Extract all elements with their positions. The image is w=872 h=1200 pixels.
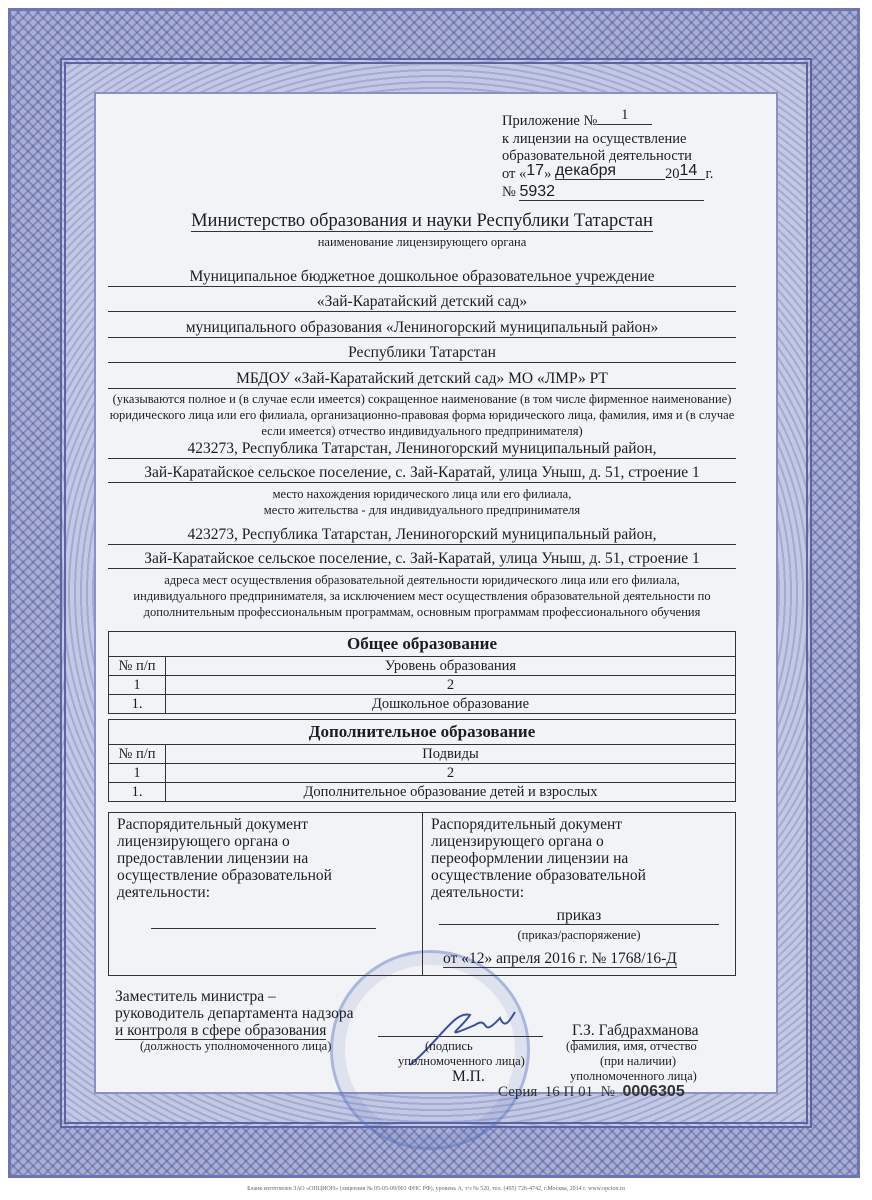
table-row bbox=[109, 782, 735, 801]
order-grant-text: Распорядительный документ лицензирующего органа о предоставлении лицензии на осуществление образовательной деятельности: bbox=[117, 816, 332, 901]
position-line: руководитель департамента надзора bbox=[115, 1005, 354, 1022]
col-name: Подвиды bbox=[422, 746, 479, 762]
location-line: Зай-Каратайское сельское поселение, с. Зай-Каратай, улица Уныш, д. 51, строение 1 bbox=[108, 464, 736, 483]
date-prefix: от « bbox=[502, 166, 527, 182]
position-caption: (должность уполномоченного лица) bbox=[140, 1039, 332, 1053]
order-details: от «12» апреля 2016 г. № 1768/16-Д bbox=[443, 950, 677, 967]
serial-number: 0006305 bbox=[622, 1083, 685, 1100]
sign-caption: (подпись bbox=[425, 1039, 473, 1053]
org-name-line: «Зай-Каратайский детский сад» bbox=[108, 293, 736, 312]
cell: 2 bbox=[446, 677, 455, 693]
cell: 1. bbox=[109, 783, 166, 801]
no-label: № bbox=[502, 184, 516, 200]
licensing-authority: Министерство образования и науки Республики Татарстан bbox=[191, 211, 653, 231]
license-year: 14 bbox=[679, 162, 705, 180]
general-education-table bbox=[108, 631, 736, 714]
table-row bbox=[109, 763, 735, 782]
license-month: декабря bbox=[555, 162, 665, 180]
appendix-header bbox=[502, 107, 714, 201]
serial-no-label: № bbox=[600, 1084, 615, 1100]
org-name-line: муниципального образования «Лениногорский муниципальный район» bbox=[108, 319, 736, 338]
cell: 1. bbox=[109, 695, 166, 713]
license-day: 17 bbox=[526, 162, 545, 179]
table-title: Общее образование bbox=[347, 634, 497, 653]
cell: 1 bbox=[109, 676, 166, 694]
blank-serial bbox=[498, 1083, 685, 1101]
printer-footer: Бланк изготовлен ЗАО «ОПЦИОН» (лицензия № 05-05-09/003 ФНС РФ), уровень А, т/з № 520, тел. (495) 726-4742, г.Москва, 2014 г. www.opcion.ru bbox=[247, 1186, 625, 1192]
appendix-line: образовательной деятельности bbox=[502, 148, 692, 164]
year-prefix: 20 bbox=[664, 166, 680, 182]
org-name-line: Муниципальное бюджетное дошкольное образовательное учреждение bbox=[108, 268, 736, 287]
order-reissue-text: Распорядительный документ лицензирующего органа о переоформлении лицензии на осуществление образовательной деятельности: bbox=[431, 816, 646, 901]
name-caption: (фамилия, имя, отчество bbox=[566, 1039, 697, 1053]
table-title: Дополнительное образование bbox=[308, 722, 536, 741]
order-grant-blank bbox=[151, 928, 376, 929]
location-caption: место жительства - для индивидуального предпринимателя bbox=[263, 503, 581, 517]
appendix-label: Приложение № bbox=[502, 113, 598, 129]
table-header bbox=[109, 656, 735, 675]
seal-place: М.П. bbox=[452, 1068, 485, 1085]
order-type: приказ bbox=[439, 907, 719, 925]
serial-label: Серия bbox=[498, 1084, 538, 1100]
serial-series: 16 П 01 bbox=[544, 1084, 594, 1100]
col-no: № п/п bbox=[109, 657, 166, 675]
activity-address-line: 423273, Республика Татарстан, Лениногорский муниципальный район, bbox=[108, 526, 736, 545]
cell: Дополнительное образование детей и взрослых bbox=[303, 784, 598, 800]
signatory-name: Г.З. Габдрахманова bbox=[572, 1022, 699, 1039]
table-header bbox=[109, 744, 735, 763]
appendix-number: 1 bbox=[597, 107, 652, 125]
name-caption: уполномоченного лица) bbox=[570, 1069, 697, 1083]
org-short-name: МБДОУ «Зай-Каратайский детский сад» МО «ЛМР» РТ bbox=[108, 370, 736, 389]
additional-education-table bbox=[108, 719, 736, 802]
position-line: и контроля в сфере образования bbox=[115, 1022, 327, 1039]
authority-caption: наименование лицензирующего органа bbox=[317, 235, 527, 249]
activity-address-caption: адреса мест осуществления образовательной деятельности юридического лица или его филиала, индивидуального предпринимателя, за исключением мест осуществления образовательной деятельности по дополнительным профессиональным программам, основным программам профессионального обучения bbox=[133, 573, 711, 619]
table-row bbox=[109, 675, 735, 694]
location-caption: место нахождения юридического лица или его филиала, bbox=[272, 487, 572, 501]
activity-address-line: Зай-Каратайское сельское поселение, с. Зай-Каратай, улица Уныш, д. 51, строение 1 bbox=[108, 550, 736, 569]
col-name: Уровень образования bbox=[384, 658, 517, 674]
cell: Дошкольное образование bbox=[371, 696, 530, 712]
cell: 1 bbox=[109, 764, 166, 782]
col-no: № п/п bbox=[109, 745, 166, 763]
table-row bbox=[109, 694, 735, 713]
sign-caption: уполномоченного лица) bbox=[398, 1054, 525, 1068]
year-suffix: г. bbox=[705, 166, 714, 182]
location-line: 423273, Республика Татарстан, Лениногорский муниципальный район, bbox=[108, 440, 736, 459]
org-caption: (указываются полное и (в случае если имеется) сокращенное наименование (в том числе фирменное наименование) юридического лица или его филиала, организационно-правовая форма юридического лица, фамилия, имя и (в случае если имеется) отчество индивидуального предпринимателя) bbox=[109, 392, 735, 438]
signatory-position bbox=[115, 988, 354, 1040]
name-caption: (при наличии) bbox=[600, 1054, 677, 1068]
cell: 2 bbox=[446, 765, 455, 781]
date-mid: » bbox=[544, 166, 552, 182]
orders-table bbox=[108, 812, 736, 976]
org-name-line: Республики Татарстан bbox=[108, 344, 736, 363]
order-type-caption: (приказ/распоряжение) bbox=[517, 928, 641, 942]
appendix-line: к лицензии на осуществление bbox=[502, 131, 687, 147]
license-number: 5932 bbox=[519, 183, 704, 201]
position-line: Заместитель министра – bbox=[115, 988, 276, 1005]
